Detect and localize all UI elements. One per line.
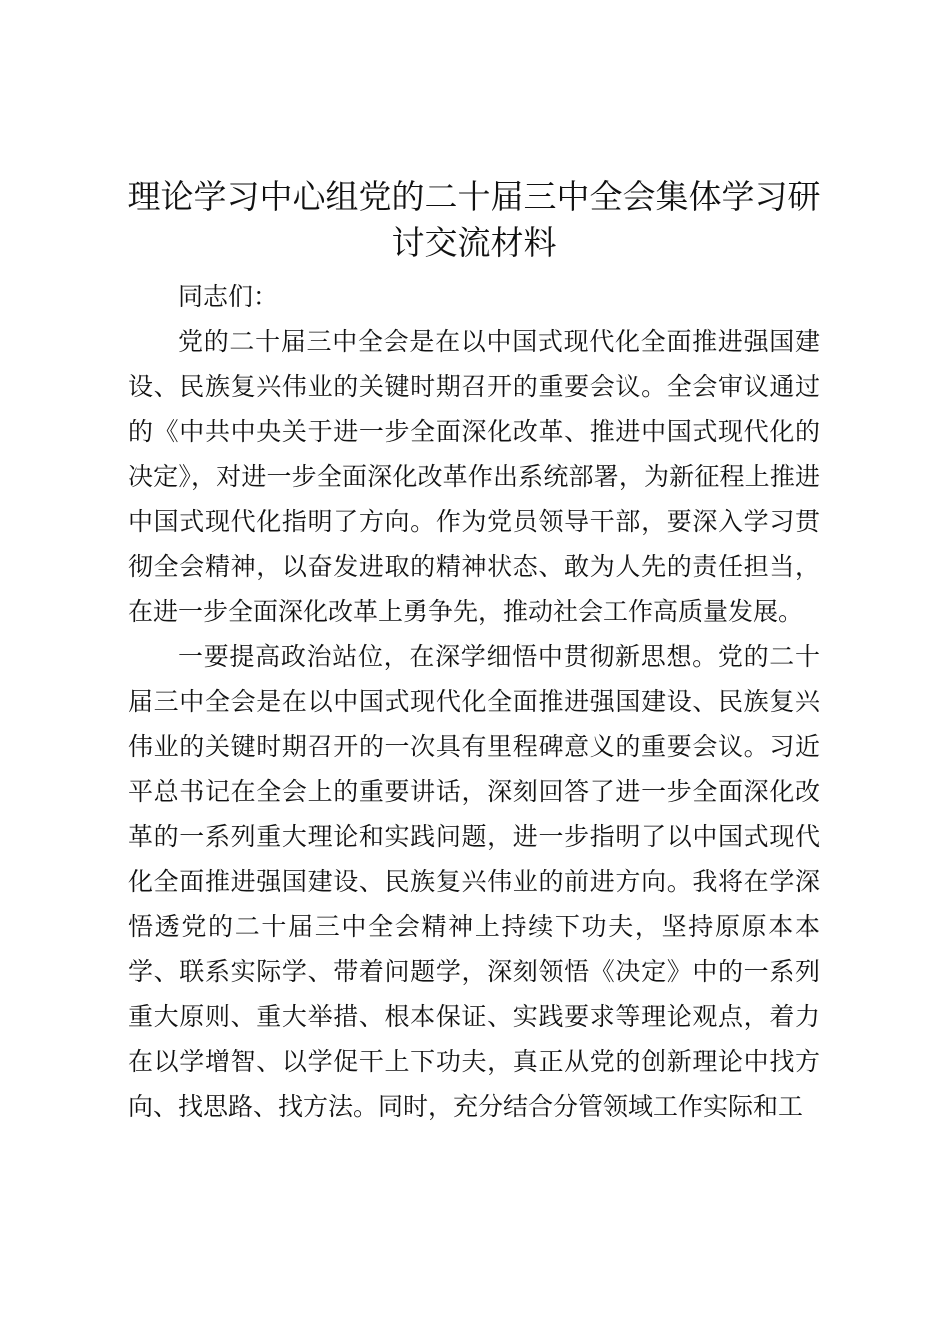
document-title: 理论学习中心组党的二十届三中全会集体学习研讨交流材料 — [127, 177, 821, 262]
document-page — [128, 174, 820, 1129]
paragraph-intro: 党的二十届三中全会是在以中国式现代化全面推进强国建设、民族复兴伟业的关键时期召开的重要会议。全会审议通过的《中共中央关于进一步全面深化改革、推进中国式现代化的决定》，对进一步全面深化改革作出系统部署，为新征程上推进中国式现代化指明了方向。作为党员领导干部，要深入学习贯彻全会精神，以奋发进取的精神状态、敢为人先的责任担当，在进一步全面深化改革上勇争先，推动社会工作高质量发展。 — [128, 327, 820, 626]
salutation: 同志们： — [178, 282, 279, 311]
paragraph-point-one: 一要提高政治站位，在深学细悟中贯彻新思想。党的二十届三中全会是在以中国式现代化全面推进强国建设、民族复兴伟业的关键时期召开的一次具有里程碑意义的重要会议。习近平总书记在全会上的重要讲话，深刻回答了进一步全面深化改革的一系列重大理论和实践问题，进一步指明了以中国式现代化全面推进强国建设、民族复兴伟业的前进方向。我将在学深悟透党的二十届三中全会精神上持续下功夫，坚持原原本本学、联系实际学、带着问题学，深刻领悟《决定》中的一系列重大原则、重大举措、根本保证、实践要求等理论观点，着力在以学增智、以学促干上下功夫，真正从党的创新理论中找方向、找思路、找方法。同时，充分结合分管领域工作实际和工 — [128, 642, 820, 1121]
